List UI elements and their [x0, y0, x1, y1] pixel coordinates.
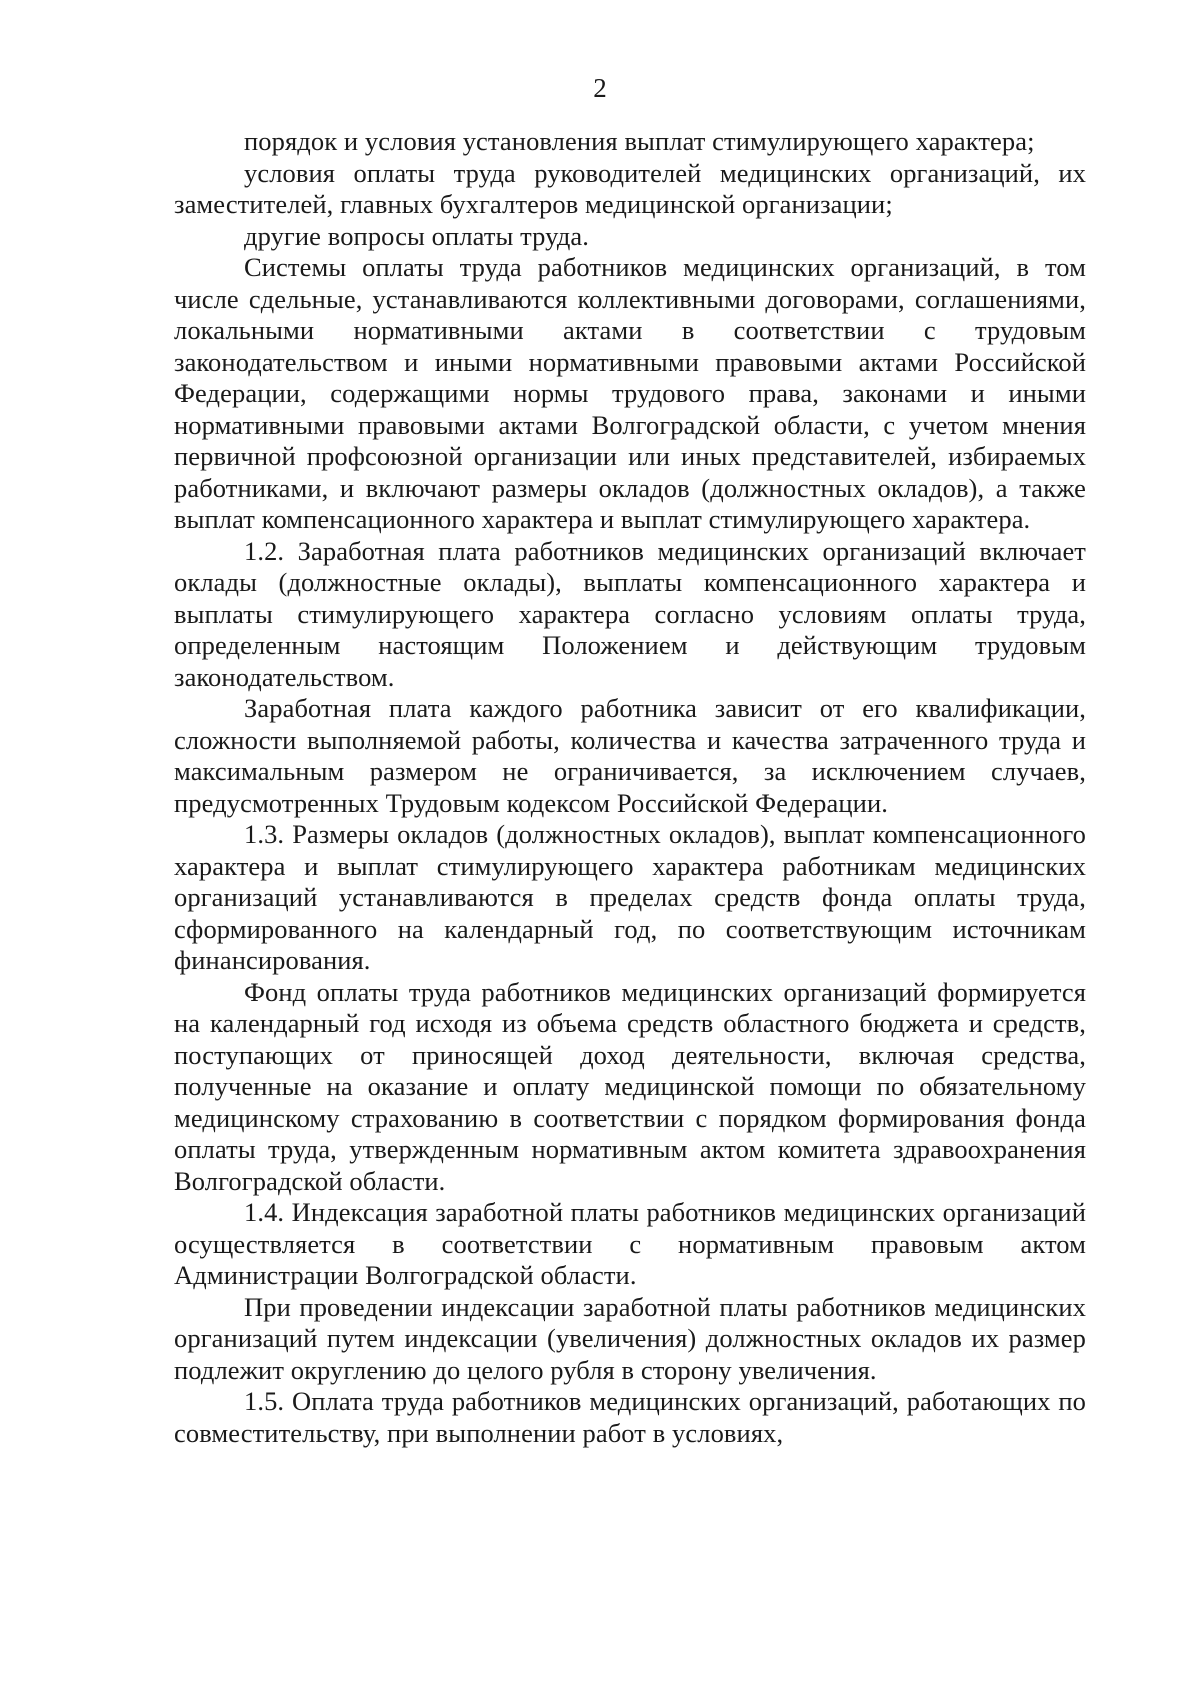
paragraph-1-5-part-time: 1.5. Оплата труда работников медицинских организаций, работающих по совместительству, при выполнении работ в условиях, [174, 1386, 1086, 1448]
paragraph-pay-systems: Системы оплаты труда работников медицинских организаций, в том числе сдельные, устанавливаются коллективными договорами, соглашениями, локальными нормативными актами в соответствии с трудовым законодательством и иными нормативными правовыми актами Российской Федерации, содержащими нормы трудового права, законами и иными нормативными правовыми актами Волгоградской области, с учетом мнения первичной профсоюзной организации или иных представителей, избираемых работниками, и включают размеры окладов (должностных окладов), а также выплат компенсационного характера и выплат стимулирующего характера. [174, 252, 1086, 534]
paragraph-other-pay-questions: другие вопросы оплаты труда. [244, 220, 589, 251]
paragraph-stimulating-payments-order: порядок и условия установления выплат стимулирующего характера; [244, 126, 1035, 156]
page-number: 2 [593, 73, 607, 103]
paragraph-1-2-salary: 1.2. Заработная плата работников медицинских организаций включает оклады (должностные оклады), выплаты компенсационного характера и выплаты стимулирующего характера согласно условиям оплаты труда, определенным настоящим Положением и действующим трудовым законодательством. [174, 535, 1086, 692]
paragraph-1-3-sizes: 1.3. Размеры окладов (должностных окладов), выплат компенсационного характера и выплат стимулирующего характера работникам медицинских организаций устанавливаются в пределах средств фонда оплаты труда, сформированного на календарный год, по соответствующим источникам финансирования. [174, 819, 1086, 975]
paragraph-1-4-indexation: 1.4. Индексация заработной платы работников медицинских организаций осуществляется в соответствии с нормативным правовым актом Администрации Волгоградской области. [174, 1197, 1086, 1290]
paragraph-pay-fund: Фонд оплаты труда работников медицинских организаций формируется на календарный год исходя из объема средств областного бюджета и средств, поступающих от приносящей доход деятельности, включая средства, полученные на оказание и оплату медицинской помощи по обязательному медицинскому страхованию в соответствии с порядком формирования фонда оплаты труда, утвержденным нормативным актом комитета здравоохранения Волгоградской области. [174, 976, 1086, 1196]
paragraph-managers-pay-conditions: условия оплаты труда руководителей медицинских организаций, их заместителей, главных бухгалтеров медицинской организации; [174, 157, 1086, 219]
paragraph-indexation-rounding: При проведении индексации заработной платы работников медицинских организаций путем индексации (увеличения) должностных окладов их размер подлежит округлению до целого рубля в сторону увеличения. [174, 1291, 1086, 1385]
document-body [174, 126, 1086, 1449]
paragraph-salary-dependence: Заработная плата каждого работника зависит от его квалификации, сложности выполняемой работы, количества и качества затраченного труда и максимальным размером не ограничивается, за исключением случаев, предусмотренных Трудовым кодексом Российской Федерации. [174, 693, 1086, 818]
